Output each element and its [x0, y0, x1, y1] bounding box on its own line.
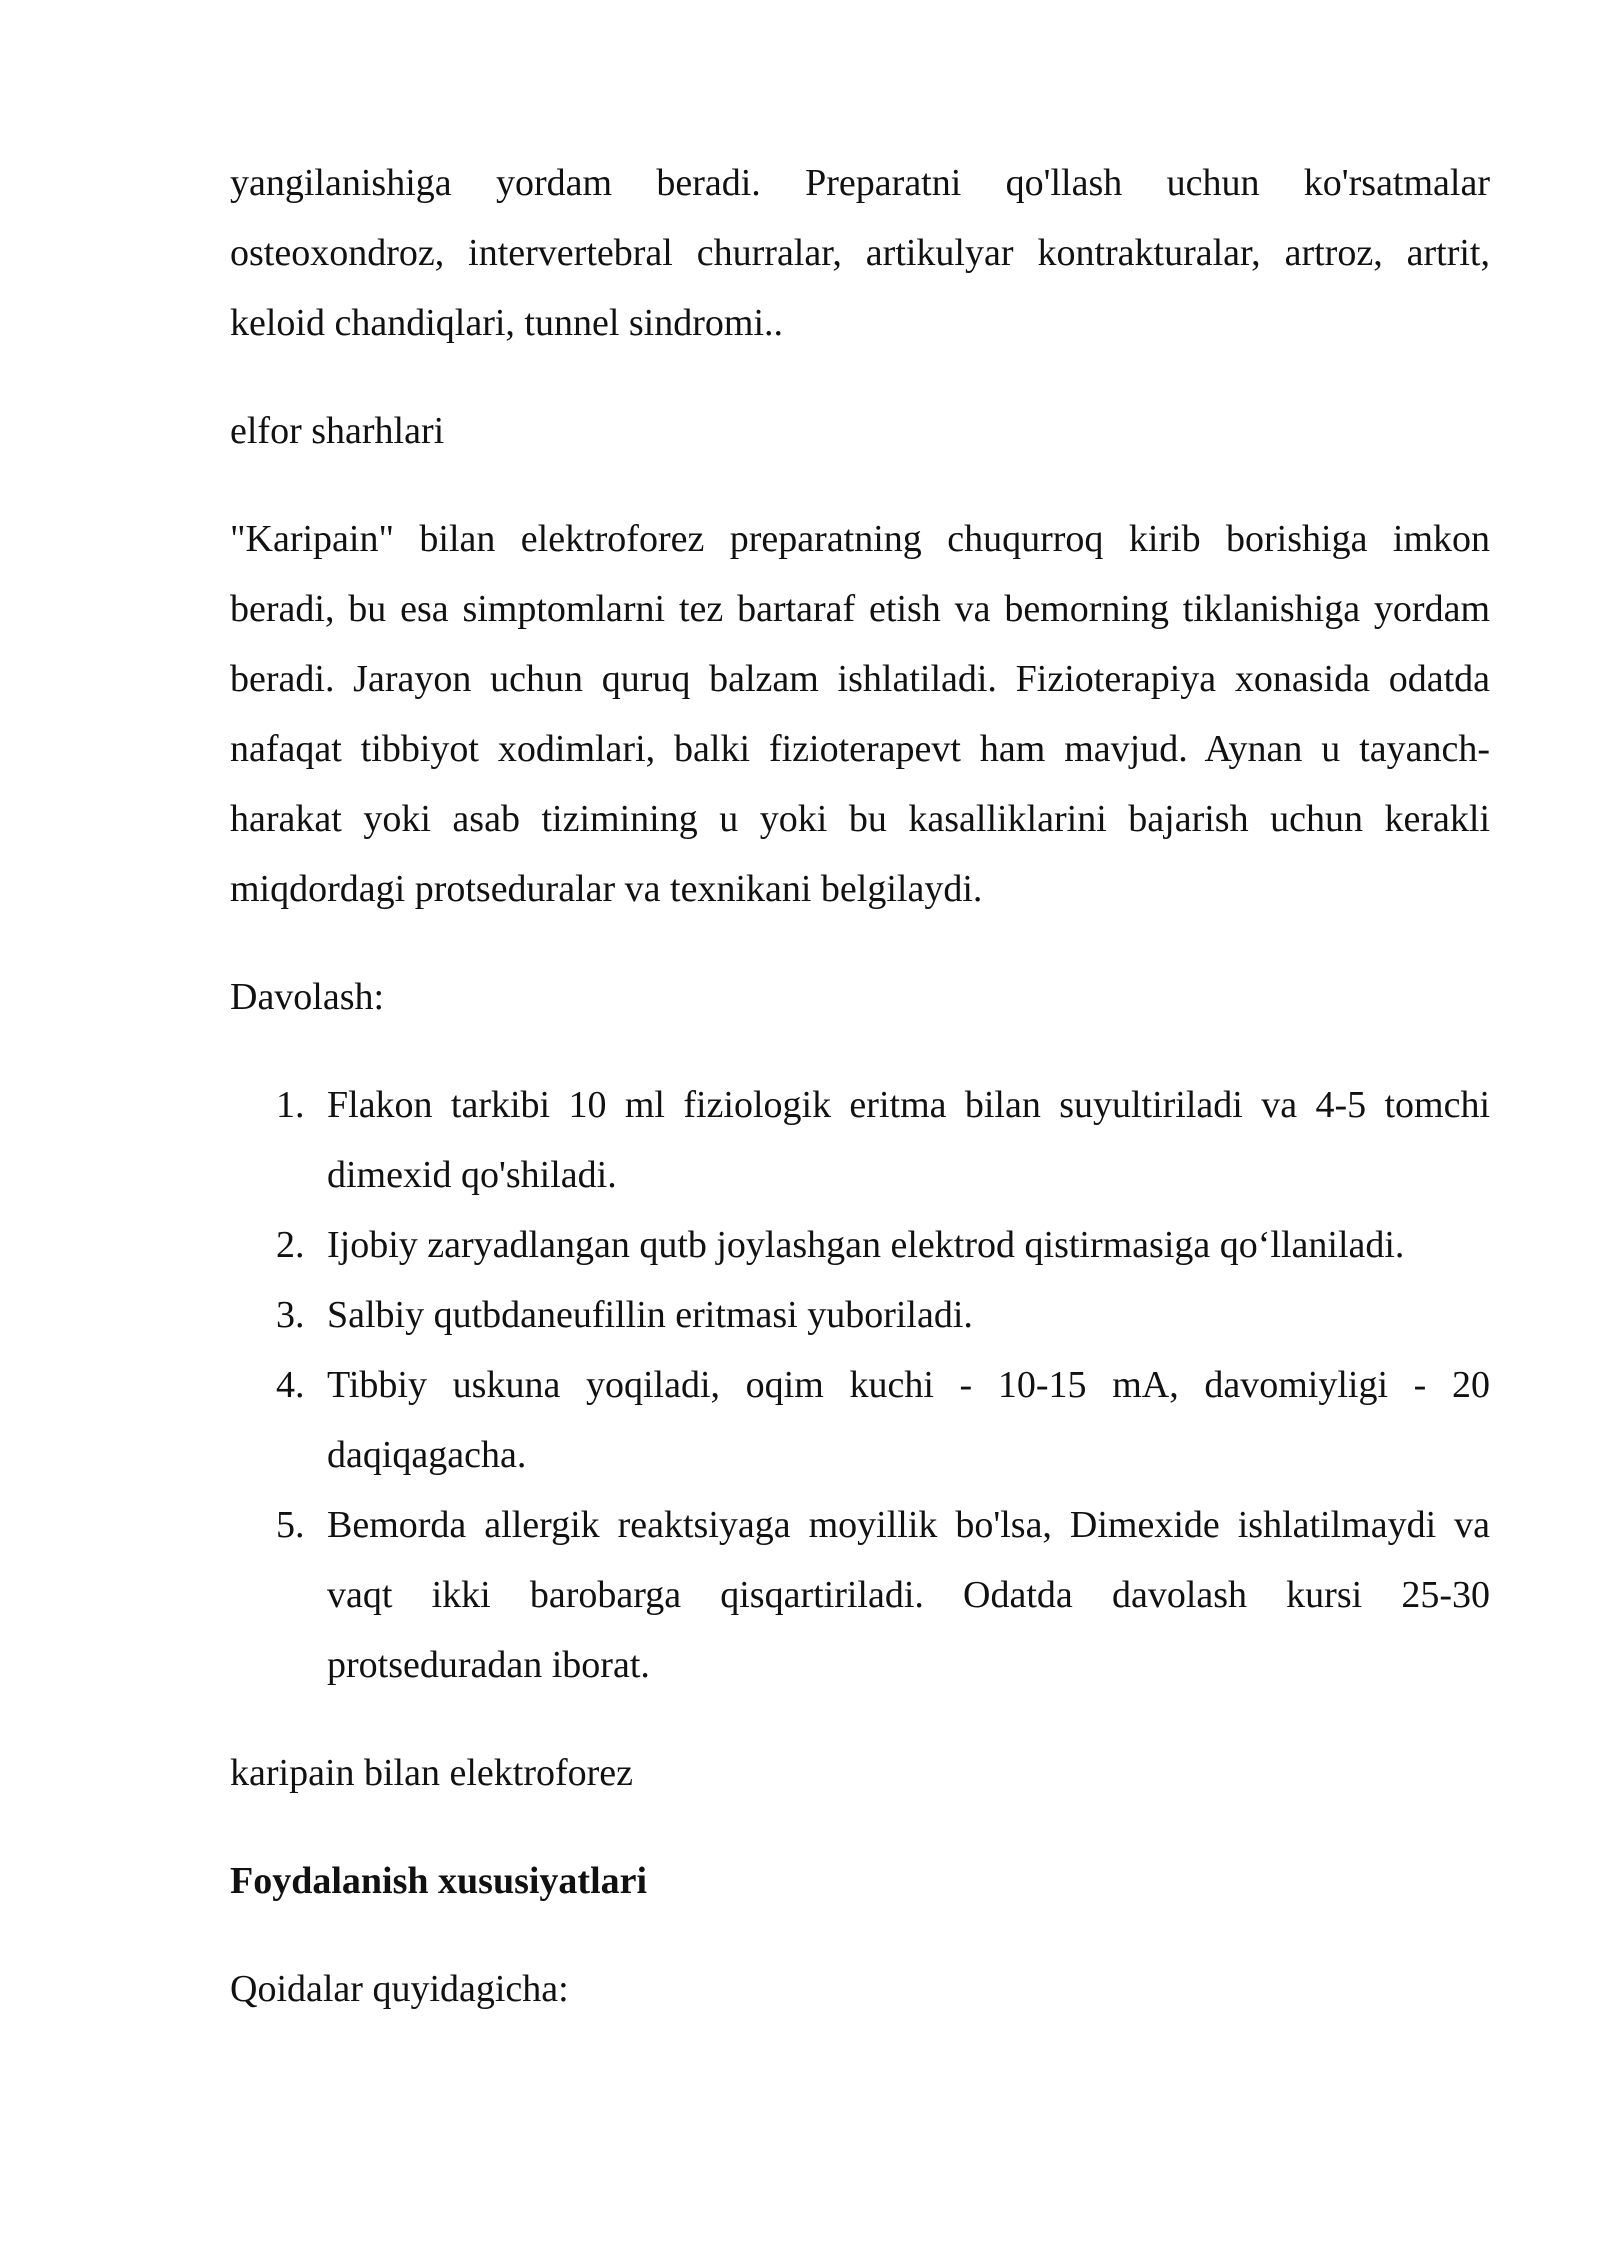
- list-item-text: Bemorda allergik reaktsiyaga moyillik bo'lsa, Dimexide ishlatilmaydi va vaqt ikki barobarga qisqartiriladi. Odatda davolash kursi 25-30 protseduradan iborat.: [327, 1504, 1490, 1686]
- treatment-steps-list: [230, 1070, 1490, 1700]
- list-item-text: Ijobiy zaryadlangan qutb joylashgan elektrod qistirmasiga qo‘llaniladi.: [327, 1224, 1405, 1266]
- list-item-number: 2.: [276, 1224, 305, 1266]
- document-page: [230, 148, 1490, 2024]
- image-caption: elfor sharhlari: [230, 410, 445, 452]
- list-item-text: Flakon tarkibi 10 ml fiziologik eritma bilan suyultiriladi va 4-5 tomchi dimexid qo'shiladi.: [327, 1084, 1490, 1196]
- list-item-number: 3.: [276, 1294, 305, 1336]
- treatment-heading: Davolash:: [230, 976, 385, 1018]
- list-item: [230, 1350, 1490, 1490]
- image-caption: karipain bilan elektroforez: [230, 1752, 634, 1794]
- usage-heading: Foydalanish xususiyatlari: [230, 1860, 648, 1902]
- list-item: [230, 1280, 1490, 1350]
- list-item-number: 4.: [276, 1364, 305, 1406]
- karipain-paragraph: "Karipain" bilan elektroforez preparatning chuqurroq kirib borishiga imkon beradi, bu esa simptomlarni tez bartaraf etish va bemorning tiklanishiga yordam beradi. Jarayon uchun quruq balzam ishlatiladi. Fizioterapiya xonasida odatda nafaqat tibbiyot xodimlari, balki fizioterapevt ham mavjud. Aynan u tayanch-harakat yoki asab tizimining u yoki bu kasalliklarini bajarish uchun kerakli miqdordagi protseduralar va texnikani belgilaydi.: [230, 518, 1490, 910]
- list-item: [230, 1070, 1490, 1210]
- list-item: [230, 1210, 1490, 1280]
- intro-paragraph: yangilanishiga yordam beradi. Preparatni qo'llash uchun ko'rsatmalar osteoxondroz, intervertebral churralar, artikulyar kontrakturalar, artroz, artrit, keloid chandiqlari, tunnel sindromi..: [230, 162, 1490, 344]
- rules-intro: Qoidalar quyidagicha:: [230, 1968, 569, 2010]
- list-item-text: Salbiy qutbdaneufillin eritmasi yuboriladi.: [327, 1294, 973, 1336]
- list-item: [230, 1490, 1490, 1700]
- list-item-number: 1.: [276, 1084, 305, 1126]
- list-item-number: 5.: [276, 1504, 305, 1546]
- list-item-text: Tibbiy uskuna yoqiladi, oqim kuchi - 10-15 mA, davomiyligi - 20 daqiqagacha.: [327, 1364, 1490, 1476]
